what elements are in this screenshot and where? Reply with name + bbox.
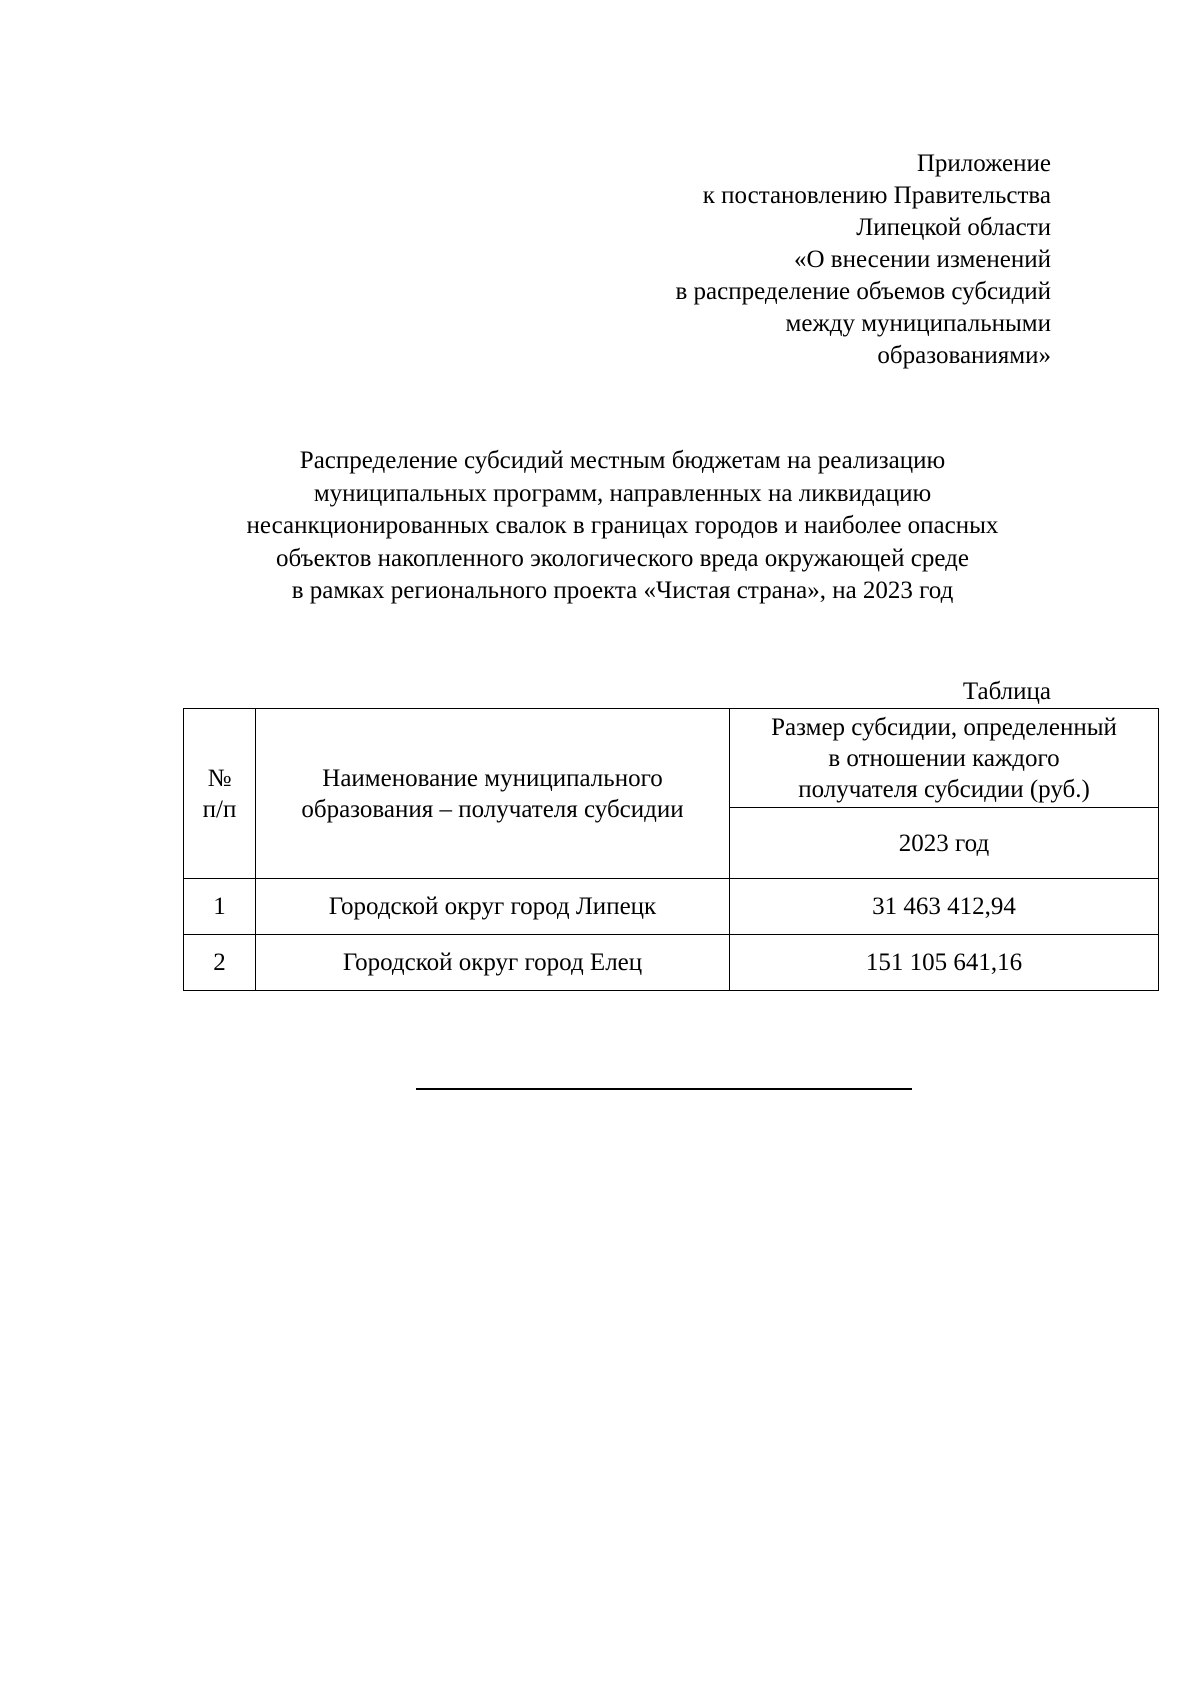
header-number-line: №	[207, 764, 232, 792]
closing-rule	[416, 1088, 912, 1090]
title-line: муниципальных программ, направленных на ликвидацию	[313, 479, 932, 507]
cell-municipality: Городской округ город Липецк	[256, 879, 730, 935]
header-amount-line: в отношении каждого	[828, 744, 1060, 772]
document-title	[185, 445, 1060, 608]
cell-municipality: Городской округ город Елец	[256, 935, 730, 991]
header-amount-line: Размер субсидии, определенный	[771, 713, 1117, 741]
header-number	[184, 709, 256, 879]
header-year: 2023 год	[730, 808, 1159, 879]
header-amount	[730, 709, 1159, 808]
table-row	[184, 935, 1159, 991]
table-row	[184, 879, 1159, 935]
appendix-line: Липецкой области	[856, 214, 1051, 241]
title-line: Распределение субсидий местным бюджетам на реализацию	[299, 447, 946, 474]
header-municipality-line: Наименование муниципального	[322, 764, 663, 792]
title-line: несанкционированных свалок в границах городов и наиболее опасных	[246, 512, 999, 539]
appendix-line: между муниципальными	[785, 310, 1051, 337]
table-label: Таблица	[962, 678, 1051, 705]
header-municipality-line: образования – получателя субсидии	[301, 795, 684, 823]
subsidy-table	[183, 708, 1159, 991]
appendix-block	[676, 148, 1052, 372]
header-number-line: п/п	[202, 795, 237, 823]
cell-number: 1	[184, 879, 256, 935]
title-line: в рамках регионального проекта «Чистая страна», на 2023 год	[291, 577, 954, 604]
table-header-row	[184, 709, 1159, 808]
title-line: объектов накопленного экологического вреда окружающей среде	[276, 544, 969, 572]
cell-number: 2	[184, 935, 256, 991]
appendix-line: в распределение объемов субсидий	[675, 278, 1051, 305]
cell-amount: 31 463 412,94	[730, 879, 1159, 935]
appendix-line: «О внесении изменений	[793, 246, 1051, 273]
cell-amount: 151 105 641,16	[730, 935, 1159, 991]
header-amount-line: получателя субсидии (руб.)	[798, 775, 1090, 803]
appendix-line: к постановлению Правительства	[702, 182, 1051, 209]
appendix-line: Приложение	[916, 150, 1051, 177]
header-municipality	[256, 709, 730, 879]
appendix-line: образованиями»	[877, 342, 1051, 369]
